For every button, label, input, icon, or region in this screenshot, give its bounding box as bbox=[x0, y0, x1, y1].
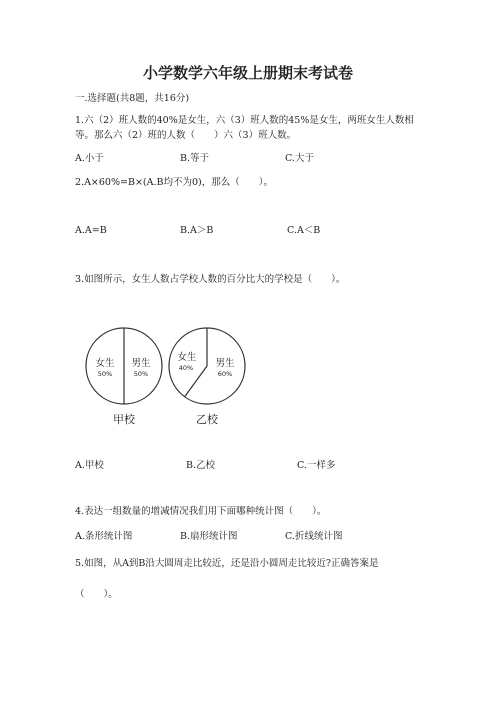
option-b: B.扇形统计图 bbox=[180, 531, 238, 542]
question-text: 3.如图所示，女生人数占学校人数的百分比大的学校是（ ）。 bbox=[75, 274, 346, 285]
school-b-name: 乙校 bbox=[196, 413, 218, 426]
option-a: A.小于 bbox=[75, 153, 104, 164]
option-a: A.甲校 bbox=[75, 460, 104, 471]
school-a-girls-pct: 50% bbox=[97, 370, 113, 378]
option-b: B.A＞B bbox=[180, 225, 214, 236]
question-text-line: 等。那么六（2）班的人数（ ）六（3）班人数。 bbox=[75, 130, 297, 141]
school-a-boys-label: 男生 bbox=[131, 358, 151, 369]
school-a-boys-pct: 50% bbox=[133, 370, 149, 378]
section-heading: 一.选择题(共8题，共16分) bbox=[75, 93, 190, 104]
question-text: 4.表达一组数量的增减情况我们用下面哪种统计图（ ）。 bbox=[75, 506, 327, 517]
option-c: C.折线统计图 bbox=[285, 531, 343, 542]
option-c: C.A＜B bbox=[287, 225, 321, 236]
question-text-line: （ ）。 bbox=[75, 589, 118, 600]
option-b: B.乙校 bbox=[186, 460, 216, 471]
question-text-line: 5.如图，从A到B沿大圆周走比较近，还是沿小圆周走比较近?正确答案是 bbox=[75, 558, 379, 569]
school-a-girls-label: 女生 bbox=[95, 358, 115, 369]
page-title: 小学数学六年级上册期末考试卷 bbox=[142, 64, 353, 82]
school-b-girls-label: 女生 bbox=[177, 352, 197, 363]
school-b-girls-pct: 40% bbox=[178, 364, 194, 372]
option-a: A.条形统计图 bbox=[75, 531, 133, 542]
option-c: C.一样多 bbox=[297, 460, 336, 471]
option-c: C.大于 bbox=[285, 153, 314, 164]
question-text-line: 1.六（2）班人数的40%是女生，六（3）班人数的45%是女生，两班女生人数相 bbox=[75, 115, 414, 126]
pie-charts-figure bbox=[82, 318, 282, 430]
option-b: B.等于 bbox=[180, 153, 210, 164]
school-b-boys-label: 男生 bbox=[215, 358, 235, 369]
option-a: A.A=B bbox=[75, 225, 107, 236]
school-a-name: 甲校 bbox=[113, 413, 135, 426]
school-b-boys-pct: 60% bbox=[217, 370, 233, 378]
question-text: 2.A×60%=B×(A.B均不为0)，那么（ ）。 bbox=[75, 177, 273, 188]
